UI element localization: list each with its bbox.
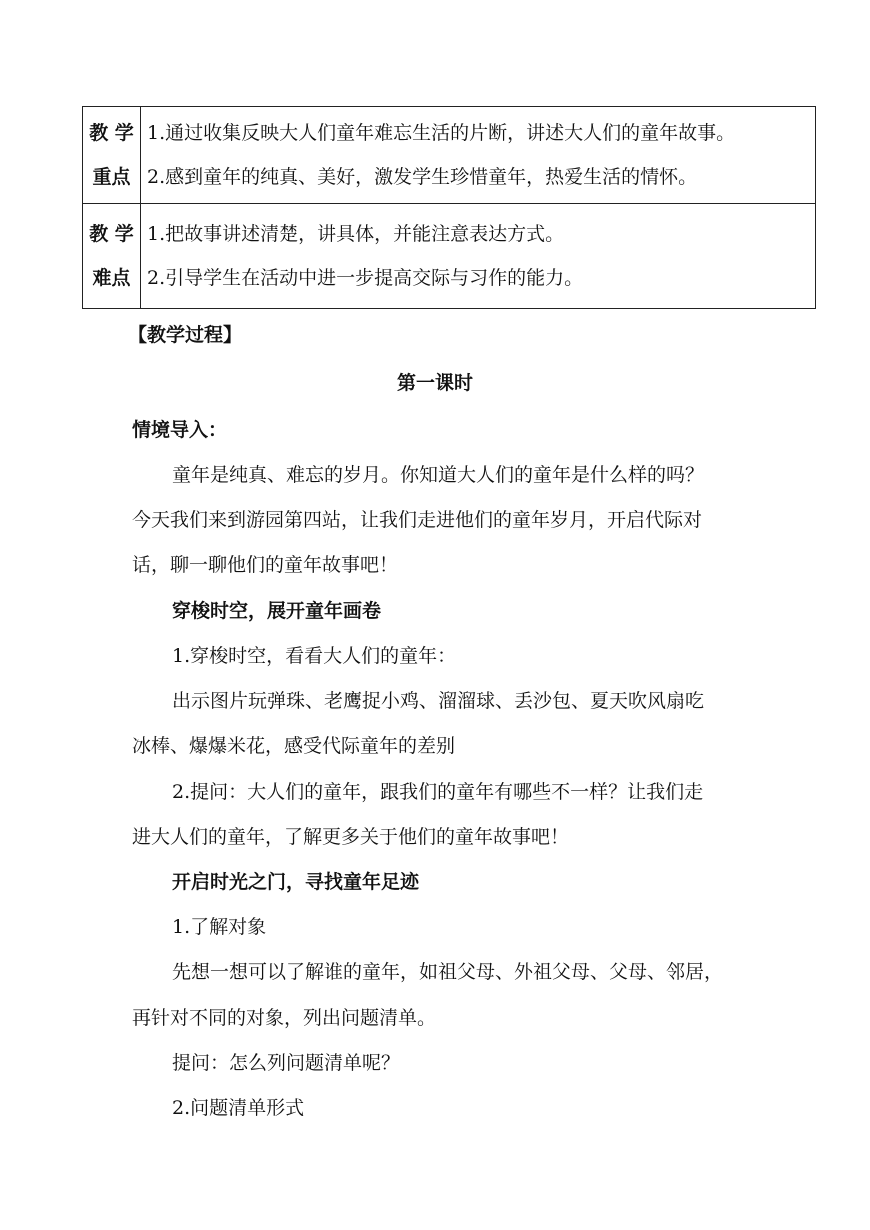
part1-heading: 穿梭时空，展开童年画卷	[172, 600, 382, 622]
table-item: 1.把故事讲述清楚，讲具体，并能注意表达方式。	[147, 223, 565, 245]
paragraph-line: 话，聊一聊他们的童年故事吧！	[132, 554, 399, 576]
table-item: 1.通过收集反映大人们童年难忘生活的片断，讲述大人们的童年故事。	[147, 122, 736, 144]
row-content	[141, 107, 816, 204]
row-label-line: 教 学	[89, 223, 134, 245]
paragraph-line: 提问：怎么列问题清单呢？	[172, 1052, 401, 1074]
lesson-title: 第一课时	[396, 372, 473, 394]
objectives-table	[82, 106, 816, 309]
table-row	[83, 204, 816, 309]
row-label-line: 重点	[92, 166, 131, 188]
table-row	[83, 107, 816, 204]
paragraph-line: 出示图片玩弹珠、老鹰捉小鸡、溜溜球、丢沙包、夏天吹风扇吃	[172, 690, 705, 712]
row-label	[83, 204, 141, 309]
table-item: 2.感到童年的纯真、美好，激发学生珍惜童年，热爱生活的情怀。	[147, 166, 698, 188]
row-label-line: 教 学	[89, 122, 134, 144]
paragraph-line: 先想一想可以了解谁的童年，如祖父母、外祖父母、父母、邻居，	[172, 961, 724, 983]
paragraph-line: 今天我们来到游园第四站，让我们走进他们的童年岁月，开启代际对	[132, 509, 703, 531]
paragraph-line: 1.了解对象	[172, 916, 267, 938]
paragraph-line: 2.问题清单形式	[172, 1097, 305, 1119]
paragraph-line: 童年是纯真、难忘的岁月。你知道大人们的童年是什么样的吗？	[172, 464, 705, 486]
table-item: 2.引导学生在活动中进一步提高交际与习作的能力。	[147, 267, 584, 289]
paragraph-line: 2.提问：大人们的童年，跟我们的童年有哪些不一样？让我们走	[172, 781, 704, 803]
intro-heading: 情境导入：	[132, 419, 228, 441]
section-heading: 【教学过程】	[128, 324, 243, 346]
row-label	[83, 107, 141, 204]
paragraph-line: 再针对不同的对象，列出问题清单。	[132, 1007, 437, 1029]
row-content	[141, 204, 816, 309]
paragraph-line: 进大人们的童年，了解更多关于他们的童年故事吧！	[132, 826, 570, 848]
part2-heading: 开启时光之门，寻找童年足迹	[172, 871, 420, 893]
row-label-line: 难点	[92, 267, 131, 289]
paragraph-line: 1.穿梭时空，看看大人们的童年：	[172, 645, 457, 667]
paragraph-line: 冰棒、爆爆米花，感受代际童年的差别	[132, 735, 456, 757]
